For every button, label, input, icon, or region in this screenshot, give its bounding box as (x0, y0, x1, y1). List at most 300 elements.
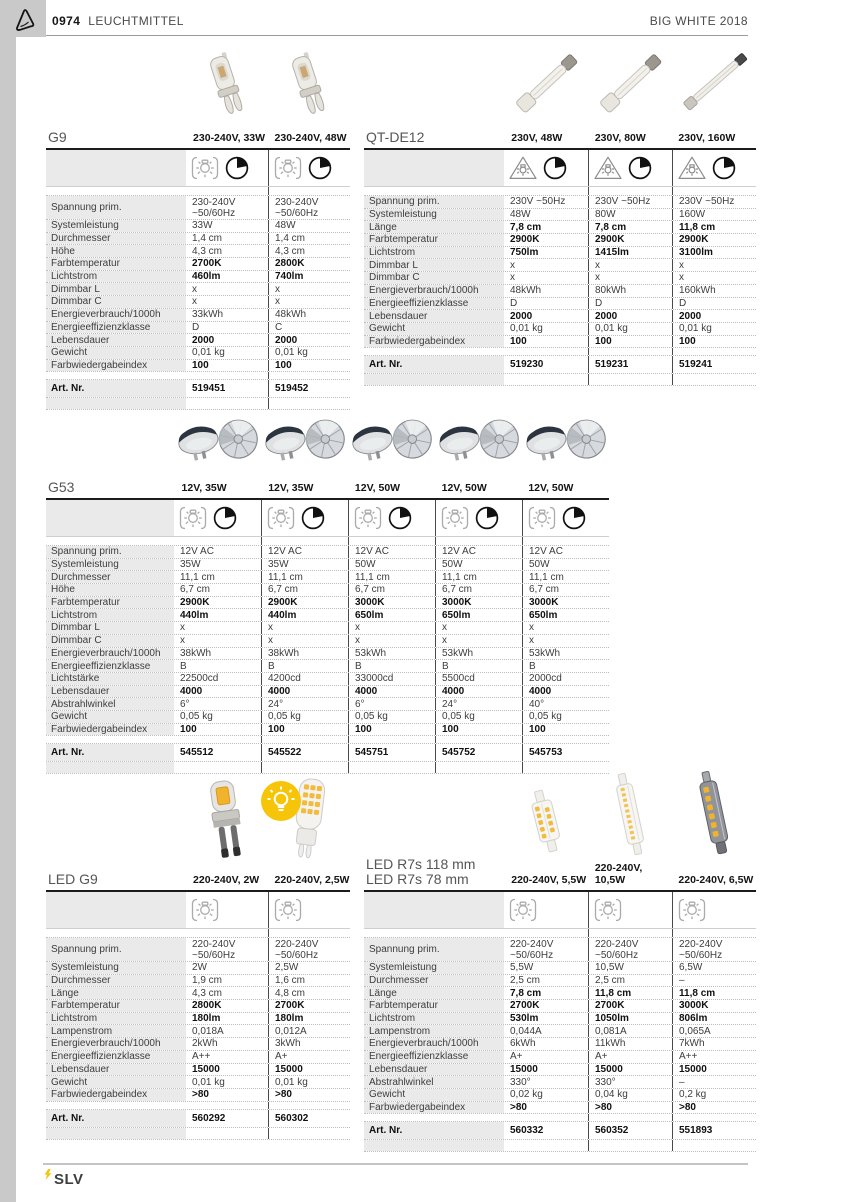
row-value: 1415lm (588, 247, 672, 259)
brand-logo-text: SLV (54, 1171, 84, 1188)
row-label: Energieeffizienzklasse (46, 660, 174, 672)
row-value: 230-240V ~50/60Hz (268, 196, 350, 219)
row-value: 11kWh (588, 1038, 672, 1050)
row-value: 6,7 cm (348, 584, 435, 596)
row-value: 50W (435, 559, 522, 571)
row-value: 6,5W (672, 962, 756, 974)
row-label: Spannung prim. (46, 196, 186, 219)
row-value: 24° (435, 698, 522, 710)
led-bulb-badge-icon (260, 780, 302, 827)
row-label: Farbwiedergabeindex (46, 724, 174, 736)
row-value: 6° (348, 698, 435, 710)
row-value: 33000cd (348, 673, 435, 685)
corner-tab (0, 0, 46, 37)
table-title: LED R7s 118 mm LED R7s 78 mm (366, 856, 476, 887)
row-value: x (261, 622, 348, 634)
row-label: Energieeffizienzklasse (46, 322, 186, 334)
row-value: 4,8 cm (268, 987, 350, 999)
row-value: 15000 (192, 1063, 220, 1075)
row-value: 3kWh (268, 1038, 350, 1050)
eco-halogen-lamp-icon (178, 505, 208, 531)
row-label: Durchmesser (46, 571, 174, 583)
row-value: 220-240V ~50/60Hz (588, 938, 672, 961)
row-value: 2000cd (522, 673, 609, 685)
row-value: 0,012A (268, 1025, 350, 1037)
row-value: 100 (522, 724, 609, 736)
row-label: Energieeffizienzklasse (364, 298, 504, 310)
row-value: 2000 (192, 334, 215, 346)
row-label: Farbwiedergabeindex (46, 360, 186, 372)
art-nr-value: 545752 (435, 744, 522, 761)
left-margin-strip (0, 0, 16, 1202)
row-value: 740lm (268, 271, 350, 283)
row-value: 0,04 kg (588, 1089, 672, 1101)
row-label: Energieeffizienzklasse (46, 1051, 186, 1063)
g53-reflector-pair (174, 410, 261, 472)
row-value: 750lm (510, 247, 539, 259)
row-value: x (268, 296, 350, 308)
row-value: x (180, 622, 185, 634)
row-value: x (522, 635, 609, 647)
row-value: 48W (268, 220, 350, 232)
eco-halogen-lamp-icon (527, 505, 557, 531)
row-label: Dimmbar C (364, 272, 504, 284)
product-section-led-g9 (46, 776, 350, 1140)
section-title: LEUCHTMITTEL (88, 14, 184, 28)
row-value: x (348, 622, 435, 634)
row-label: Abstrahlwinkel (364, 1076, 504, 1088)
row-value: 650lm (522, 609, 609, 621)
column-header: 230V, 48W (511, 132, 563, 144)
row-value: 15000 (510, 1063, 538, 1075)
table-title: G53 (48, 479, 75, 495)
row-value: 5500cd (435, 673, 522, 685)
row-value: 3000K (348, 597, 435, 609)
row-label: Lebensdauer (46, 334, 186, 346)
led-lamp-icon (273, 897, 303, 923)
g53-reflector-pair (435, 410, 522, 472)
row-label: Systemleistung (364, 962, 504, 974)
row-value: 0,01 kg (192, 1076, 225, 1088)
row-label: Spannung prim. (46, 938, 186, 961)
row-value: 2W (192, 962, 207, 974)
row-value: D (192, 321, 200, 333)
row-value: 2800K (192, 1000, 222, 1012)
row-label: Durchmesser (46, 975, 186, 987)
row-label: Spannung prim. (46, 546, 174, 558)
row-value: 1,9 cm (192, 975, 223, 987)
row-value: 11,1 cm (522, 571, 609, 583)
product-images-row (364, 52, 756, 122)
row-value: 100 (348, 724, 435, 736)
row-label: Abstrahlwinkel (46, 698, 174, 710)
row-label: Lichtstärke (46, 673, 174, 685)
row-value: D (510, 297, 518, 309)
row-value: 80kWh (588, 285, 672, 297)
row-value: 100 (261, 724, 348, 736)
row-label: Dimmbar L (46, 283, 186, 295)
row-value: 4200cd (261, 673, 348, 685)
row-value: B (180, 660, 187, 672)
row-value: 53kWh (522, 648, 609, 660)
row-value: 50W (348, 559, 435, 571)
row-label: Farbtemperatur (46, 597, 174, 609)
catalog-title: BIG WHITE 2018 (649, 14, 748, 28)
row-label: Höhe (46, 245, 186, 257)
row-value: 53kWh (435, 648, 522, 660)
row-value: 7,8 cm (510, 221, 542, 233)
row-value: 11,8 cm (588, 987, 672, 999)
row-value: 15000 (672, 1064, 756, 1076)
row-label: Lichtstrom (46, 609, 174, 621)
row-label: Höhe (46, 584, 174, 596)
row-label: Energieeffizienzklasse (364, 1051, 504, 1063)
row-value: 6° (180, 698, 190, 710)
row-value: 2700K (192, 258, 222, 270)
row-value: 4000 (180, 685, 203, 697)
row-value: 460lm (192, 271, 221, 283)
row-value: A++ (672, 1051, 756, 1063)
row-value: 100 (192, 359, 209, 371)
row-value: 2,5W (268, 962, 350, 974)
header-rule (46, 35, 748, 36)
dimmable-icon (387, 505, 413, 531)
row-value: 230-240V ~50/60Hz (192, 196, 236, 219)
row-label: Länge (46, 987, 186, 999)
row-value: 650lm (435, 609, 522, 621)
art-nr-value: 560292 (192, 1112, 226, 1124)
row-value: 11,8 cm (672, 221, 756, 233)
column-header: 220-240V, 10,5W (594, 862, 643, 886)
row-value: 440lm (180, 609, 209, 621)
g53-reflector-pair (261, 410, 348, 472)
product-section-g9 (46, 52, 350, 410)
row-label: Dimmbar C (46, 296, 186, 308)
row-value: 220-240V ~50/60Hz (268, 938, 350, 961)
eco-halogen-lamp-icon (266, 505, 296, 531)
row-value: 2900K (180, 597, 210, 609)
row-value: x (510, 272, 515, 284)
eco-halogen-lamp-icon (273, 155, 303, 181)
art-nr-value: 519231 (588, 356, 672, 373)
row-value: 530lm (510, 1013, 539, 1025)
row-value: 330° (510, 1076, 531, 1088)
column-header: 12V, 50W (441, 482, 487, 494)
row-value: 15000 (588, 1064, 672, 1076)
led-r7s-118-metal-tube (672, 770, 756, 856)
row-value: 100 (672, 336, 756, 348)
product-section-led-r7s (364, 776, 756, 1152)
row-label: Systemleistung (46, 220, 186, 232)
row-value: 0,01 kg (268, 1076, 350, 1088)
row-value: 100 (180, 723, 197, 735)
row-label: Farbwiedergabeindex (364, 336, 504, 348)
row-label: Lebensdauer (46, 1064, 186, 1076)
art-nr-label: Art. Nr. (46, 1110, 186, 1127)
row-value: 4000 (261, 686, 348, 698)
led-r7s-78-tube (504, 788, 588, 856)
row-value: 12V AC (261, 546, 348, 558)
dimmable-icon (542, 155, 568, 181)
row-value: x (672, 272, 756, 284)
dimmable-icon (212, 505, 238, 531)
row-value: 2700K (588, 1000, 672, 1012)
led-r7s-118-tube (588, 772, 672, 856)
art-nr-label: Art. Nr. (364, 356, 504, 373)
row-label: Gewicht (46, 1076, 186, 1088)
row-value: 11,8 cm (672, 987, 756, 999)
row-value: 100 (435, 724, 522, 736)
dimmable-icon (561, 505, 587, 531)
eco-halogen-lamp-icon (440, 505, 470, 531)
row-value: 11,1 cm (435, 571, 522, 583)
art-nr-label: Art. Nr. (46, 380, 186, 397)
row-label: Lebensdauer (46, 686, 174, 698)
row-label: Dimmbar L (364, 259, 504, 271)
row-value: 2800K (268, 258, 350, 270)
row-value: 0,05 kg (522, 711, 609, 723)
row-value: 4,3 cm (192, 987, 223, 999)
row-label: Energieverbrauch/1000h (46, 1038, 186, 1050)
row-value: 35W (180, 559, 201, 571)
led-lamp-icon (677, 897, 707, 923)
table-title: LED G9 (48, 871, 98, 887)
row-label: Gewicht (364, 1089, 504, 1101)
row-value: x (192, 296, 197, 308)
g53-reflector-pair (348, 410, 435, 472)
column-header: 220-240V, 6,5W (678, 874, 754, 886)
table-title: G9 (48, 129, 67, 145)
row-value: 0,05 kg (261, 711, 348, 723)
row-value: A+ (510, 1051, 523, 1063)
row-value: x (180, 635, 185, 647)
row-value: 48kWh (268, 309, 350, 321)
row-value: 440lm (261, 609, 348, 621)
column-header: 220-240V, 2W (193, 874, 260, 886)
row-label: Lebensdauer (364, 310, 504, 322)
row-value: 2900K (510, 234, 540, 246)
row-label: Farbwiedergabeindex (364, 1102, 504, 1114)
column-header: 220-240V, 2,5W (274, 874, 350, 886)
eco-halogen-lamp-icon (353, 505, 383, 531)
row-value: x (588, 259, 672, 271)
dimmable-icon (627, 155, 653, 181)
art-nr-label: Art. Nr. (46, 744, 174, 761)
art-nr-value: 560302 (268, 1110, 350, 1127)
row-label: Durchmesser (46, 233, 186, 245)
row-value: 806lm (672, 1013, 756, 1025)
row-value: 6,7 cm (180, 584, 211, 596)
row-value: 33kWh (192, 309, 224, 321)
row-label: Dimmbar L (46, 622, 174, 634)
row-value: 35W (261, 559, 348, 571)
row-label: Lebensdauer (364, 1064, 504, 1076)
row-value: A++ (192, 1051, 211, 1063)
row-value: 2000 (588, 310, 672, 322)
row-value: 2700K (510, 1000, 540, 1012)
page-header (46, 0, 748, 35)
row-value: 100 (268, 360, 350, 372)
row-value: 220-240V ~50/60Hz (192, 938, 236, 961)
g9-halogen-bulb (268, 52, 350, 122)
dimmable-icon (300, 505, 326, 531)
art-nr-value: 519451 (192, 383, 226, 395)
row-value: 0,018A (192, 1025, 224, 1037)
g53-reflector-pair (522, 410, 609, 472)
led-g9-cob-bulb (186, 778, 268, 864)
art-nr-value: 545512 (180, 747, 214, 759)
row-value: >80 (510, 1101, 527, 1113)
hot-lamp-triangle-icon (508, 155, 538, 181)
row-value: 38kWh (180, 647, 212, 659)
row-value: 48W (510, 209, 531, 221)
row-value: 15000 (268, 1064, 350, 1076)
row-value: 0,05 kg (180, 711, 213, 723)
row-value: >80 (268, 1089, 350, 1101)
row-value: 100 (510, 335, 527, 347)
row-value: D (588, 298, 672, 310)
column-header: 230V, 80W (594, 132, 646, 144)
led-lamp-icon (190, 897, 220, 923)
row-label: Durchmesser (364, 975, 504, 987)
product-images-row (46, 52, 350, 122)
qt-de12-tube-160 (672, 42, 756, 122)
row-value: 24° (261, 698, 348, 710)
row-value: 2000 (672, 310, 756, 322)
row-value: 3000K (522, 597, 609, 609)
column-header: 230-240V, 48W (274, 132, 347, 144)
column-header: 12V, 35W (181, 482, 227, 494)
row-label: Lichtstrom (364, 247, 504, 259)
column-header: 12V, 50W (528, 482, 574, 494)
row-label: Systemleistung (46, 559, 174, 571)
row-label: Lichtstrom (46, 1013, 186, 1025)
row-value: 0,02 kg (510, 1089, 543, 1101)
row-label: Farbwiedergabeindex (46, 1089, 186, 1101)
row-label: Farbtemperatur (46, 1000, 186, 1012)
led-lamp-icon (508, 897, 538, 923)
row-value: 0,044A (510, 1025, 542, 1037)
row-label: Gewicht (46, 711, 174, 723)
row-value: 160kWh (672, 285, 756, 297)
row-value: 180lm (192, 1013, 221, 1025)
row-value: 12V AC (180, 546, 214, 558)
column-header: 12V, 35W (268, 482, 314, 494)
row-value: – (672, 975, 756, 987)
row-value: x (261, 635, 348, 647)
row-value: 6,7 cm (435, 584, 522, 596)
product-section-qt-de12 (364, 52, 756, 386)
art-nr-value: 560332 (510, 1125, 544, 1137)
row-label: Farbtemperatur (46, 258, 186, 270)
product-images-row (46, 404, 609, 472)
row-value: 48kWh (510, 285, 542, 297)
row-value: 50W (522, 559, 609, 571)
row-value: 7,8 cm (510, 987, 542, 999)
row-label: Spannung prim. (364, 938, 504, 961)
row-value: 10,5W (588, 962, 672, 974)
row-label: Spannung prim. (364, 196, 504, 208)
row-value: 4,3 cm (268, 245, 350, 257)
row-value: 11,1 cm (180, 571, 215, 583)
row-value: B (522, 660, 609, 672)
row-value: 2kWh (192, 1038, 218, 1050)
row-label: Länge (364, 221, 504, 233)
row-value: 6,7 cm (261, 584, 348, 596)
row-label: Systemleistung (46, 962, 186, 974)
hot-lamp-triangle-icon (677, 155, 707, 181)
row-value: 0,065A (672, 1025, 756, 1037)
row-label: Lampenstrom (364, 1025, 504, 1037)
qt-de12-tube (588, 46, 672, 122)
row-value: 330° (588, 1076, 672, 1088)
row-value: 3100lm (672, 247, 756, 259)
row-value: 6,7 cm (522, 584, 609, 596)
row-value: 1,6 cm (268, 975, 350, 987)
footer-rule (43, 1163, 748, 1165)
product-images-row (364, 776, 756, 856)
row-value: x (435, 635, 522, 647)
row-label: Energieverbrauch/1000h (364, 1038, 504, 1050)
page-number-and-section (52, 14, 184, 28)
row-label: Gewicht (364, 323, 504, 335)
row-value: x (672, 259, 756, 271)
row-value: 53kWh (348, 648, 435, 660)
row-value: 2000 (268, 334, 350, 346)
row-value: 0,05 kg (348, 711, 435, 723)
row-value: 1,4 cm (192, 233, 223, 245)
row-value: 22500cd (180, 673, 219, 685)
row-value: 100 (588, 336, 672, 348)
product-section-g53 (46, 404, 609, 774)
column-header: 230V, 160W (678, 132, 736, 144)
row-value: 40° (522, 698, 609, 710)
row-value: B (348, 660, 435, 672)
art-nr-value: 519452 (268, 380, 350, 397)
row-value: B (261, 660, 348, 672)
row-value: 4000 (435, 686, 522, 698)
row-label: Energieverbrauch/1000h (46, 648, 174, 660)
row-label: Lichtstrom (46, 271, 186, 283)
row-value: A+ (268, 1051, 350, 1063)
row-value: 11,1 cm (261, 571, 348, 583)
row-value: x (192, 283, 197, 295)
row-label: Dimmbar C (46, 635, 174, 647)
row-value: 0,01 kg (192, 347, 225, 359)
row-value: 0,01 kg (588, 323, 672, 335)
art-nr-value: 519241 (672, 356, 756, 373)
row-value: C (268, 322, 350, 334)
row-label: Energieverbrauch/1000h (46, 309, 186, 321)
row-value: x (588, 272, 672, 284)
row-value: 220-240V ~50/60Hz (510, 938, 554, 961)
row-value: 230V ~50Hz (510, 196, 566, 208)
row-value: 38kWh (261, 648, 348, 660)
row-value: 1050lm (588, 1013, 672, 1025)
brand-mark-icon (12, 7, 36, 33)
row-value: 0,05 kg (435, 711, 522, 723)
row-value: 2,5 cm (510, 975, 541, 987)
row-value: 0,01 kg (268, 347, 350, 359)
row-value: 7kWh (672, 1038, 756, 1050)
row-value: 4000 (348, 686, 435, 698)
row-label: Energieverbrauch/1000h (364, 285, 504, 297)
row-value: 12V AC (435, 546, 522, 558)
row-label: Lampenstrom (46, 1025, 186, 1037)
row-value: >80 (192, 1089, 209, 1101)
dimmable-icon (474, 505, 500, 531)
row-label: Länge (364, 987, 504, 999)
